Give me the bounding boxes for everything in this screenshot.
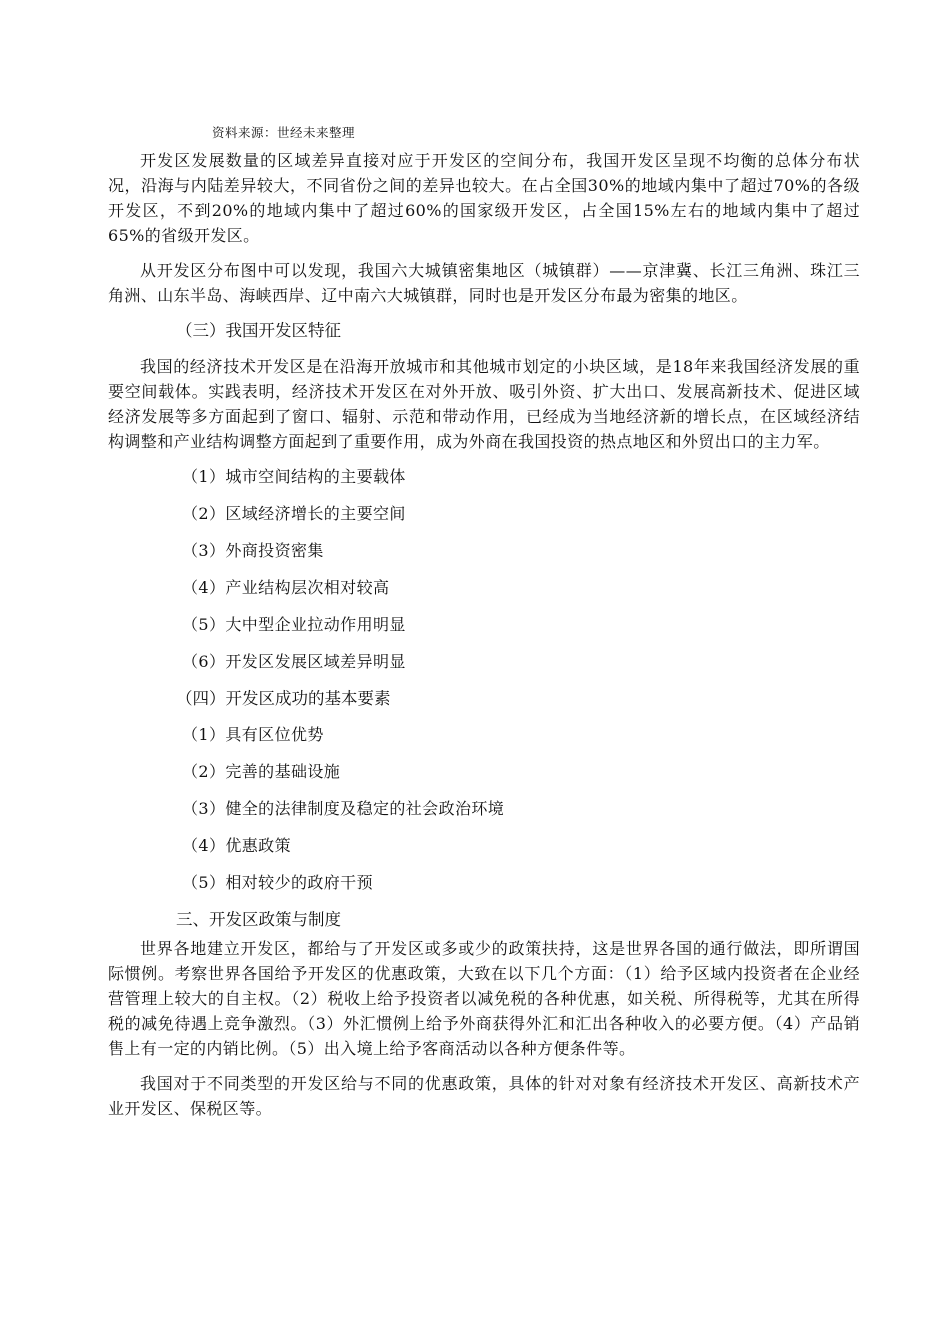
features-list: [108, 464, 860, 674]
list-item: （5）相对较少的政府干预: [182, 873, 373, 892]
chapter-heading-policy: 三、开发区政策与制度: [176, 910, 341, 929]
paragraph-city-clusters: 从开发区分布图中可以发现，我国六大城镇密集地区（城镇群）——京津冀、长江三角洲、珠江三角洲、山东半岛、海峡西岸、辽中南六大城镇群，同时也是开发区分布最为密集的地区。: [108, 261, 860, 305]
list-item: （2）完善的基础设施: [182, 762, 341, 781]
list-item: （4）优惠政策: [182, 836, 291, 855]
paragraph-features-intro: 我国的经济技术开发区是在沿海开放城市和其他城市划定的小块区域，是18年来我国经济发展的重要空间载体。实践表明，经济技术开发区在对外开放、吸引外资、扩大出口、发展高新技术、促进区域经济发展等多方面起到了窗口、辐射、示范和带动作用，已经成为当地经济新的增长点，在区域经济结构调整和产业结构调整方面起到了重要作用，成为外商在我国投资的热点地区和外贸出口的主力军。: [108, 357, 860, 451]
section-heading-success-factors: （四）开发区成功的基本要素: [176, 689, 391, 708]
list-item: （6）开发区发展区域差异明显: [182, 652, 406, 671]
document-page: [108, 124, 860, 1131]
paragraph-distribution: 开发区发展数量的区域差异直接对应于开发区的空间分布，我国开发区呈现不均衡的总体分布状况，沿海与内陆差异较大，不同省份之间的差异也较大。在占全国30%的地域内集中了超过70%的各级开发区，不到20%的地域内集中了超过60%的国家级开发区，占全国15%左右的地域内集中了超过65%的省级开发区。: [108, 151, 860, 245]
paragraph-policy-intl: 世界各地建立开发区，都给与了开发区或多或少的政策扶持，这是世界各国的通行做法，即所谓国际惯例。考察世界各国给予开发区的优惠政策，大致在以下几个方面：（1）给予区域内投资者在企业经营管理上较大的自主权。（2）税收上给予投资者以减免税的各种优惠，如关税、所得税等，尤其在所得税的减免待遇上竞争激烈。（3）外汇惯例上给予外商获得外汇和汇出各种收入的必要方便。（4）产品销售上有一定的内销比例。（5）出入境上给予客商活动以各种方便条件等。: [108, 939, 860, 1058]
paragraph-policy-china: 我国对于不同类型的开发区给与不同的优惠政策，具体的针对对象有经济技术开发区、高新技术产业开发区、保税区等。: [108, 1074, 860, 1118]
list-item: （4）产业结构层次相对较高: [182, 578, 390, 597]
list-item: （1）具有区位优势: [182, 725, 324, 744]
list-item: （5）大中型企业拉动作用明显: [182, 615, 406, 634]
section-heading-features: （三）我国开发区特征: [176, 321, 341, 340]
list-item: （3）健全的法律制度及稳定的社会政治环境: [182, 799, 505, 818]
list-item: （1）城市空间结构的主要载体: [182, 467, 406, 486]
list-item: （3）外商投资密集: [182, 541, 324, 560]
list-item: （2）区域经济增长的主要空间: [182, 504, 406, 523]
success-factors-list: [108, 722, 860, 895]
source-note: 资料来源：世经未来整理: [212, 125, 356, 140]
